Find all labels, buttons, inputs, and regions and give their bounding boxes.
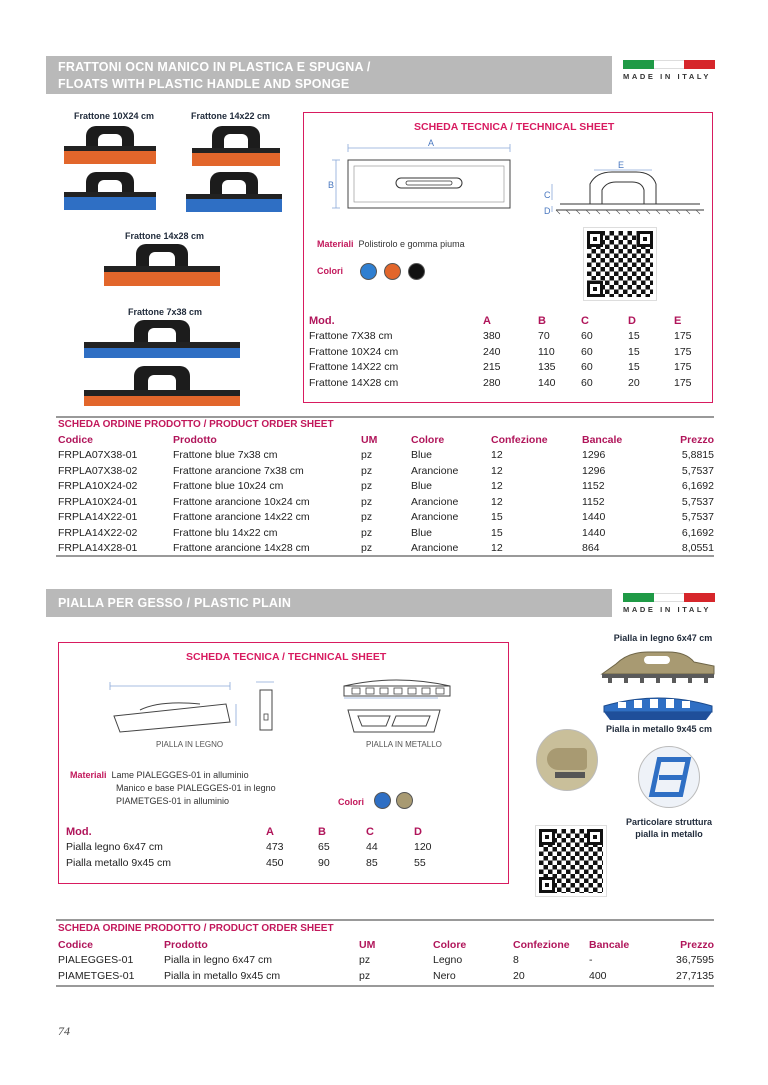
cell: Legno (433, 954, 463, 967)
header-prodotto: Prodotto (173, 433, 217, 446)
side-label-metal-plane: Pialla in metallo 9x45 cm (605, 724, 713, 734)
cell: 450 (266, 856, 284, 869)
cell: 864 (582, 542, 600, 555)
cell: 12 (491, 449, 503, 462)
cell: 36,7595 (676, 954, 714, 967)
header-um: UM (359, 938, 376, 951)
header-b: B (538, 314, 546, 327)
float-image-blue-10x24 (64, 172, 156, 210)
cell: Frattone blue 10x24 cm (173, 480, 284, 493)
made-in-italy-logo (623, 60, 715, 81)
cell: 15 (628, 330, 640, 343)
table-row (309, 329, 699, 345)
cell: Arancione (411, 464, 459, 477)
header-prodotto: Prodotto (164, 938, 208, 951)
cell: 15 (491, 526, 503, 539)
cell: 12 (491, 495, 503, 508)
header-b: B (318, 825, 326, 838)
table-header-row (66, 824, 446, 840)
cell: 55 (414, 856, 426, 869)
cell: Frattone arancione 10x24 cm (173, 495, 310, 508)
cell: FRPLA07X38-01 (58, 449, 138, 462)
table-row (58, 541, 714, 557)
table-row (58, 510, 714, 526)
cell: 120 (414, 841, 432, 854)
table-row (66, 855, 446, 871)
materials (317, 238, 465, 251)
table-row (58, 968, 714, 984)
divider (56, 919, 714, 921)
header-prezzo: Prezzo (680, 433, 714, 446)
cell: 8 (513, 954, 519, 967)
table-header-row (58, 432, 714, 448)
cell: pz (359, 969, 371, 982)
cell: 27,7135 (676, 969, 714, 982)
header-colore: Colore (411, 433, 445, 446)
cell: FRPLA14X22-02 (58, 526, 138, 539)
table-row (58, 448, 714, 464)
header-codice: Codice (58, 938, 94, 951)
cell: 70 (538, 330, 550, 343)
color-swatch-black (408, 263, 425, 280)
cell: 280 (483, 376, 501, 389)
caption-metal: PIALLA IN METALLO (366, 740, 442, 749)
cell: 1152 (582, 480, 605, 493)
dim-label-c: C (544, 190, 551, 200)
cell: 110 (538, 345, 555, 358)
cell: 90 (318, 856, 330, 869)
order-sheet-title: SCHEDA ORDINE PRODOTTO / PRODUCT ORDER SHEET (58, 923, 334, 934)
table-row (58, 953, 714, 969)
float-image-orange-10x24 (64, 126, 156, 164)
section-banner (46, 589, 612, 617)
header-colore: Colore (433, 938, 467, 951)
cell: 15 (628, 361, 640, 374)
cell: 135 (538, 361, 556, 374)
wood-plane-detail-image (536, 729, 598, 791)
header-prezzo: Prezzo (680, 938, 714, 951)
cell: 60 (581, 330, 593, 343)
cell: 6,1692 (681, 480, 714, 493)
cell: Frattone blue 7x38 cm (173, 449, 278, 462)
qr-code (536, 826, 606, 896)
cell: FRPLA10X24-01 (58, 495, 138, 508)
cell: Frattone 14X22 cm (309, 361, 399, 374)
header-confezione: Confezione (513, 938, 570, 951)
color-swatch-wood (396, 792, 413, 809)
table-header-row (58, 937, 714, 953)
header-mod: Mod. (309, 314, 335, 327)
wood-plane-image (598, 648, 718, 684)
colors-label: Colori (338, 797, 364, 807)
cell: 5,7537 (681, 464, 714, 477)
materials (70, 769, 276, 808)
cell: pz (361, 464, 373, 477)
color-swatch-orange (384, 263, 401, 280)
cell: Blue (411, 526, 433, 539)
made-in-italy-text: MADE IN ITALY (623, 72, 711, 81)
cell: 1440 (582, 526, 606, 539)
cell: 20 (628, 376, 640, 389)
cell: 6,1692 (681, 526, 714, 539)
cell: 12 (491, 480, 503, 493)
product-label: Frattone 14x22 cm (191, 111, 271, 121)
cell: Frattone arancione 14x22 cm (173, 511, 310, 524)
banner-text: PIALLA PER GESSO / PLASTIC PLAIN (58, 596, 292, 610)
cell: Pialla in legno 6x47 cm (164, 954, 272, 967)
cell: 1440 (582, 511, 606, 524)
color-swatch-blue (374, 792, 391, 809)
table-row (66, 840, 446, 856)
header-um: UM (361, 433, 378, 446)
side-label-structure-detail: Particolare struttura pialla in metallo (625, 817, 713, 839)
float-image-blue-7x38 (84, 320, 240, 358)
materials-line: Manico e base PIALEGGES-01 in legno (116, 783, 276, 793)
cell: 1296 (582, 449, 606, 462)
materials-line: Lame PIALEGGES-01 in alluminio (111, 770, 249, 780)
technical-table (309, 313, 699, 391)
cell: - (589, 954, 593, 967)
dim-label-d: D (544, 206, 551, 216)
cell: 60 (581, 361, 593, 374)
cell: 44 (366, 841, 378, 854)
cell: Arancione (411, 495, 459, 508)
divider (56, 555, 714, 557)
dim-label-a: A (428, 138, 435, 148)
header-codice: Codice (58, 433, 94, 446)
cell: 175 (674, 376, 692, 389)
cell: Arancione (411, 511, 459, 524)
italian-flag-icon (623, 60, 715, 69)
metal-plane-image (598, 692, 718, 722)
order-sheet-title: SCHEDA ORDINE PRODOTTO / PRODUCT ORDER SHEET (58, 419, 334, 430)
table-row (309, 344, 699, 360)
technical-table (66, 824, 446, 871)
cell: 60 (581, 345, 593, 358)
cell: 473 (266, 841, 284, 854)
table-row (58, 494, 714, 510)
colors-label: Colori (317, 266, 343, 276)
cell: pz (361, 449, 373, 462)
cell: 240 (483, 345, 501, 358)
cell: pz (361, 526, 373, 539)
header-confezione: Confezione (491, 433, 548, 446)
cell: FRPLA10X24-02 (58, 480, 138, 493)
cell: Blue (411, 480, 433, 493)
banner-line-1: FRATTONI OCN MANICO IN PLASTICA E SPUGNA / (58, 60, 371, 74)
materials-line: PIAMETGES-01 in alluminio (116, 796, 230, 806)
technical-sheet-title: SCHEDA TECNICA / TECHNICAL SHEET (186, 651, 387, 663)
cell: Pialla in metallo 9x45 cm (164, 969, 281, 982)
cell: Frattone arancione 7x38 cm (173, 464, 304, 477)
cell: Frattone 7X38 cm (309, 330, 393, 343)
float-image-orange-14x22 (192, 126, 280, 166)
table-header-row (309, 313, 699, 329)
float-dimension-drawing (320, 138, 710, 218)
metal-structure-detail-image (638, 746, 700, 808)
cell: 1296 (582, 464, 606, 477)
cell: pz (361, 495, 373, 508)
cell: 5,7537 (681, 495, 714, 508)
header-bancale: Bancale (582, 433, 623, 446)
table-row (309, 375, 699, 391)
materials-text: Polistirolo e gomma piuma (358, 239, 465, 249)
side-label-wood-plane: Pialla in legno 6x47 cm (613, 633, 713, 643)
cell: Frattone 10X24 cm (309, 345, 399, 358)
header-c: C (581, 314, 589, 327)
table-row (58, 463, 714, 479)
cell: 5,7537 (681, 511, 714, 524)
cell: 15 (491, 511, 503, 524)
header-c: C (366, 825, 374, 838)
cell: Frattone blu 14x22 cm (173, 526, 278, 539)
cell: Frattone arancione 14x28 cm (173, 542, 310, 555)
float-image-orange-7x38 (84, 366, 240, 406)
header-a: A (483, 314, 491, 327)
header-d: D (628, 314, 636, 327)
banner-line-2: FLOATS WITH PLASTIC HANDLE AND SPONGE (58, 77, 350, 91)
materials-label: Materiali (317, 239, 354, 249)
table-row (58, 525, 714, 541)
table-row (309, 360, 699, 376)
divider (56, 416, 714, 418)
order-table (58, 432, 714, 556)
cell: 60 (581, 376, 593, 389)
cell: Frattone 14X28 cm (309, 376, 399, 389)
section-banner (46, 56, 612, 94)
cell: 215 (483, 361, 501, 374)
cell: FRPLA14X28-01 (58, 542, 138, 555)
cell: 12 (491, 464, 503, 477)
header-bancale: Bancale (589, 938, 630, 951)
made-in-italy-text: MADE IN ITALY (623, 605, 711, 614)
cell: Pialla metallo 9x45 cm (66, 856, 172, 869)
plane-dimension-drawing (100, 670, 490, 740)
cell: 65 (318, 841, 330, 854)
cell: PIALEGGES-01 (58, 954, 134, 967)
dim-label-b: B (328, 180, 335, 190)
cell: pz (359, 954, 371, 967)
cell: 8,0551 (681, 542, 714, 555)
cell: pz (361, 480, 373, 493)
cell: 140 (538, 376, 556, 389)
cell: FRPLA14X22-01 (58, 511, 138, 524)
table-row (58, 479, 714, 495)
italian-flag-icon (623, 593, 715, 602)
cell: Pialla legno 6x47 cm (66, 841, 163, 854)
cell: 5,8815 (681, 449, 714, 462)
product-label: Frattone 7x38 cm (128, 307, 203, 317)
materials-label: Materiali (70, 770, 107, 780)
technical-sheet-title: SCHEDA TECNICA / TECHNICAL SHEET (414, 121, 615, 133)
color-swatch-blue (360, 263, 377, 280)
dim-label-e: E (618, 160, 625, 170)
cell: 175 (674, 361, 692, 374)
product-label: Frattone 14x28 cm (125, 231, 205, 241)
cell: pz (361, 511, 373, 524)
cell: Arancione (411, 542, 459, 555)
cell: 1152 (582, 495, 605, 508)
divider (56, 985, 714, 987)
cell: FRPLA07X38-02 (58, 464, 138, 477)
caption-wood: PIALLA IN LEGNO (156, 740, 224, 749)
header-d: D (414, 825, 422, 838)
cell: 20 (513, 969, 525, 982)
cell: 400 (589, 969, 607, 982)
cell: Nero (433, 969, 456, 982)
cell: 12 (491, 542, 503, 555)
qr-code (584, 228, 656, 300)
header-mod: Mod. (66, 825, 92, 838)
order-table (58, 937, 714, 984)
cell: 175 (674, 345, 692, 358)
float-image-orange-14x28 (104, 244, 220, 286)
cell: 380 (483, 330, 501, 343)
float-image-blue-14x22 (186, 172, 282, 212)
product-label: Frattone 10X24 cm (74, 111, 155, 121)
header-e: E (674, 314, 682, 327)
made-in-italy-logo (623, 593, 715, 614)
cell: PIAMETGES-01 (58, 969, 135, 982)
cell: Blue (411, 449, 433, 462)
cell: 85 (366, 856, 378, 869)
cell: pz (361, 542, 373, 555)
cell: 15 (628, 345, 640, 358)
header-a: A (266, 825, 274, 838)
cell: 175 (674, 330, 692, 343)
page-number: 74 (58, 1024, 70, 1038)
